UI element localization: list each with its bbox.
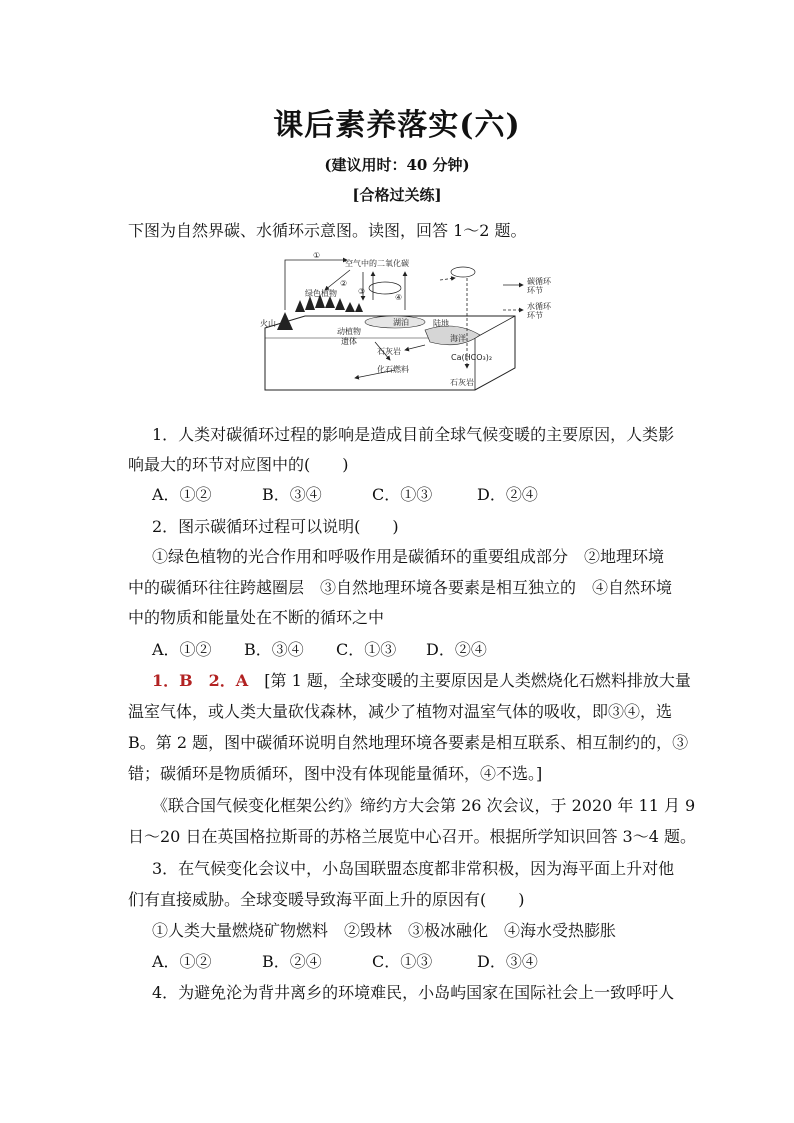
q2-line1: ①绿色植物的光合作用和呼吸作用是碳循环的重要组成部分 ②地理环境: [152, 547, 665, 566]
time-hint: (建议用时：40 分钟): [324, 156, 470, 174]
answer-1-2-line2: 温室气体，或人类大量砍伐森林，减少了植物对温室气体的吸收，即③④，选: [128, 702, 673, 721]
answer-explain-1: [第 1 题，全球变暖的主要原因是人类燃烧化石燃料排放大量: [264, 671, 691, 690]
q3-line1: 3．在气候变化会议中，小岛国联盟态度都非常积极，因为海平面上升对他: [152, 859, 675, 878]
label-land: 陆地: [433, 319, 449, 328]
q3-line2: 们有直接威胁。全球变暖导致海平面上升的原因有( ): [128, 890, 525, 909]
q1-option-c: C．①③: [372, 485, 433, 504]
q2-option-a: A．①②: [152, 640, 212, 659]
circled-1: ①: [313, 251, 321, 260]
q1-option-b: B．③④: [262, 485, 322, 504]
label-caco3: Ca(HCO₃)₂: [451, 353, 493, 362]
intro-3-4-line2: 日～20 日在英国格拉斯哥的苏格兰展览中心召开。根据所学知识回答 3～4 题。: [128, 827, 696, 846]
q2-option-c: C．①③: [336, 640, 397, 659]
label-lake: 湖泊: [393, 318, 409, 327]
q3-options: [152, 949, 538, 972]
answer-1-2-line1: [152, 668, 691, 691]
q4-line1: 4．为避免沦为背井离乡的环境难民，小岛屿国家在国际社会上一致呼吁人: [152, 983, 675, 1002]
section-heading: [合格过关练]: [352, 186, 442, 204]
page-title: 课后素养落实(六): [273, 108, 521, 143]
circled-4: ④: [395, 293, 403, 302]
q2-line3: 中的物质和能量处在不断的循环之中: [128, 608, 385, 627]
legend-water-1: 水循环: [527, 302, 551, 311]
label-ocean: 海洋: [450, 334, 466, 343]
label-plants: 绿色植物: [305, 289, 337, 298]
intro-3-4-line1: 《联合国气候变化框架公约》缔约方大会第 26 次会议，于 2020 年 11 月 9: [152, 796, 696, 815]
q3-items: ①人类大量燃烧矿物燃料 ②毁林 ③极冰融化 ④海水受热膨胀: [152, 921, 617, 940]
q3-option-d: D．③④: [477, 952, 538, 971]
q1-option-a: A．①②: [152, 485, 212, 504]
carbon-water-cycle-diagram: [255, 250, 551, 398]
circled-2: ②: [340, 279, 348, 288]
q2-stem: 2．图示碳循环过程可以说明( ): [152, 517, 399, 536]
label-remains-2: 遗体: [341, 337, 357, 346]
legend-carbon-2: 环节: [527, 286, 543, 295]
circled-3: ③: [358, 287, 366, 296]
q1-line1: 1．人类对碳循环过程的影响是造成目前全球气候变暖的主要原因，人类影: [152, 425, 675, 444]
label-remains-1: 动植物: [337, 327, 361, 336]
label-limestone-2: 石灰岩: [450, 378, 474, 387]
q1-option-d: D．②④: [477, 485, 538, 504]
label-fossil-fuel: 化石燃料: [377, 365, 409, 374]
answer-1-2-line3: B。第 2 题，图中碳循环说明自然地理环境各要素是相互联系、相互制约的，③: [128, 733, 689, 752]
q2-options: [152, 637, 487, 660]
intro-text: 下图为自然界碳、水循环示意图。读图，回答 1～2 题。: [128, 221, 527, 240]
q2-line2: 中的碳循环往往跨越圈层 ③自然地理环境各要素是相互独立的 ④自然环境: [128, 578, 673, 597]
answer-1-2-line4: 错；碳循环是物质循环，图中没有体现能量循环，④不选。]: [128, 764, 543, 783]
label-air-co2: 空气中的二氧化碳: [345, 259, 409, 268]
q3-option-a: A．①②: [152, 952, 212, 971]
q1-line2: 响最大的环节对应图中的( ): [128, 455, 349, 474]
q2-option-b: B．③④: [244, 640, 304, 659]
label-volcano: 火山: [260, 319, 276, 328]
q2-option-d: D．②④: [426, 640, 487, 659]
label-limestone-1: 石灰岩: [377, 347, 401, 356]
q3-option-c: C．①③: [372, 952, 433, 971]
legend-carbon-1: 碳循环: [527, 277, 551, 286]
answer-key: 1．B 2．A: [152, 671, 249, 690]
q1-options: [152, 482, 538, 505]
q3-option-b: B．②④: [262, 952, 322, 971]
legend-water-2: 环节: [527, 311, 543, 320]
